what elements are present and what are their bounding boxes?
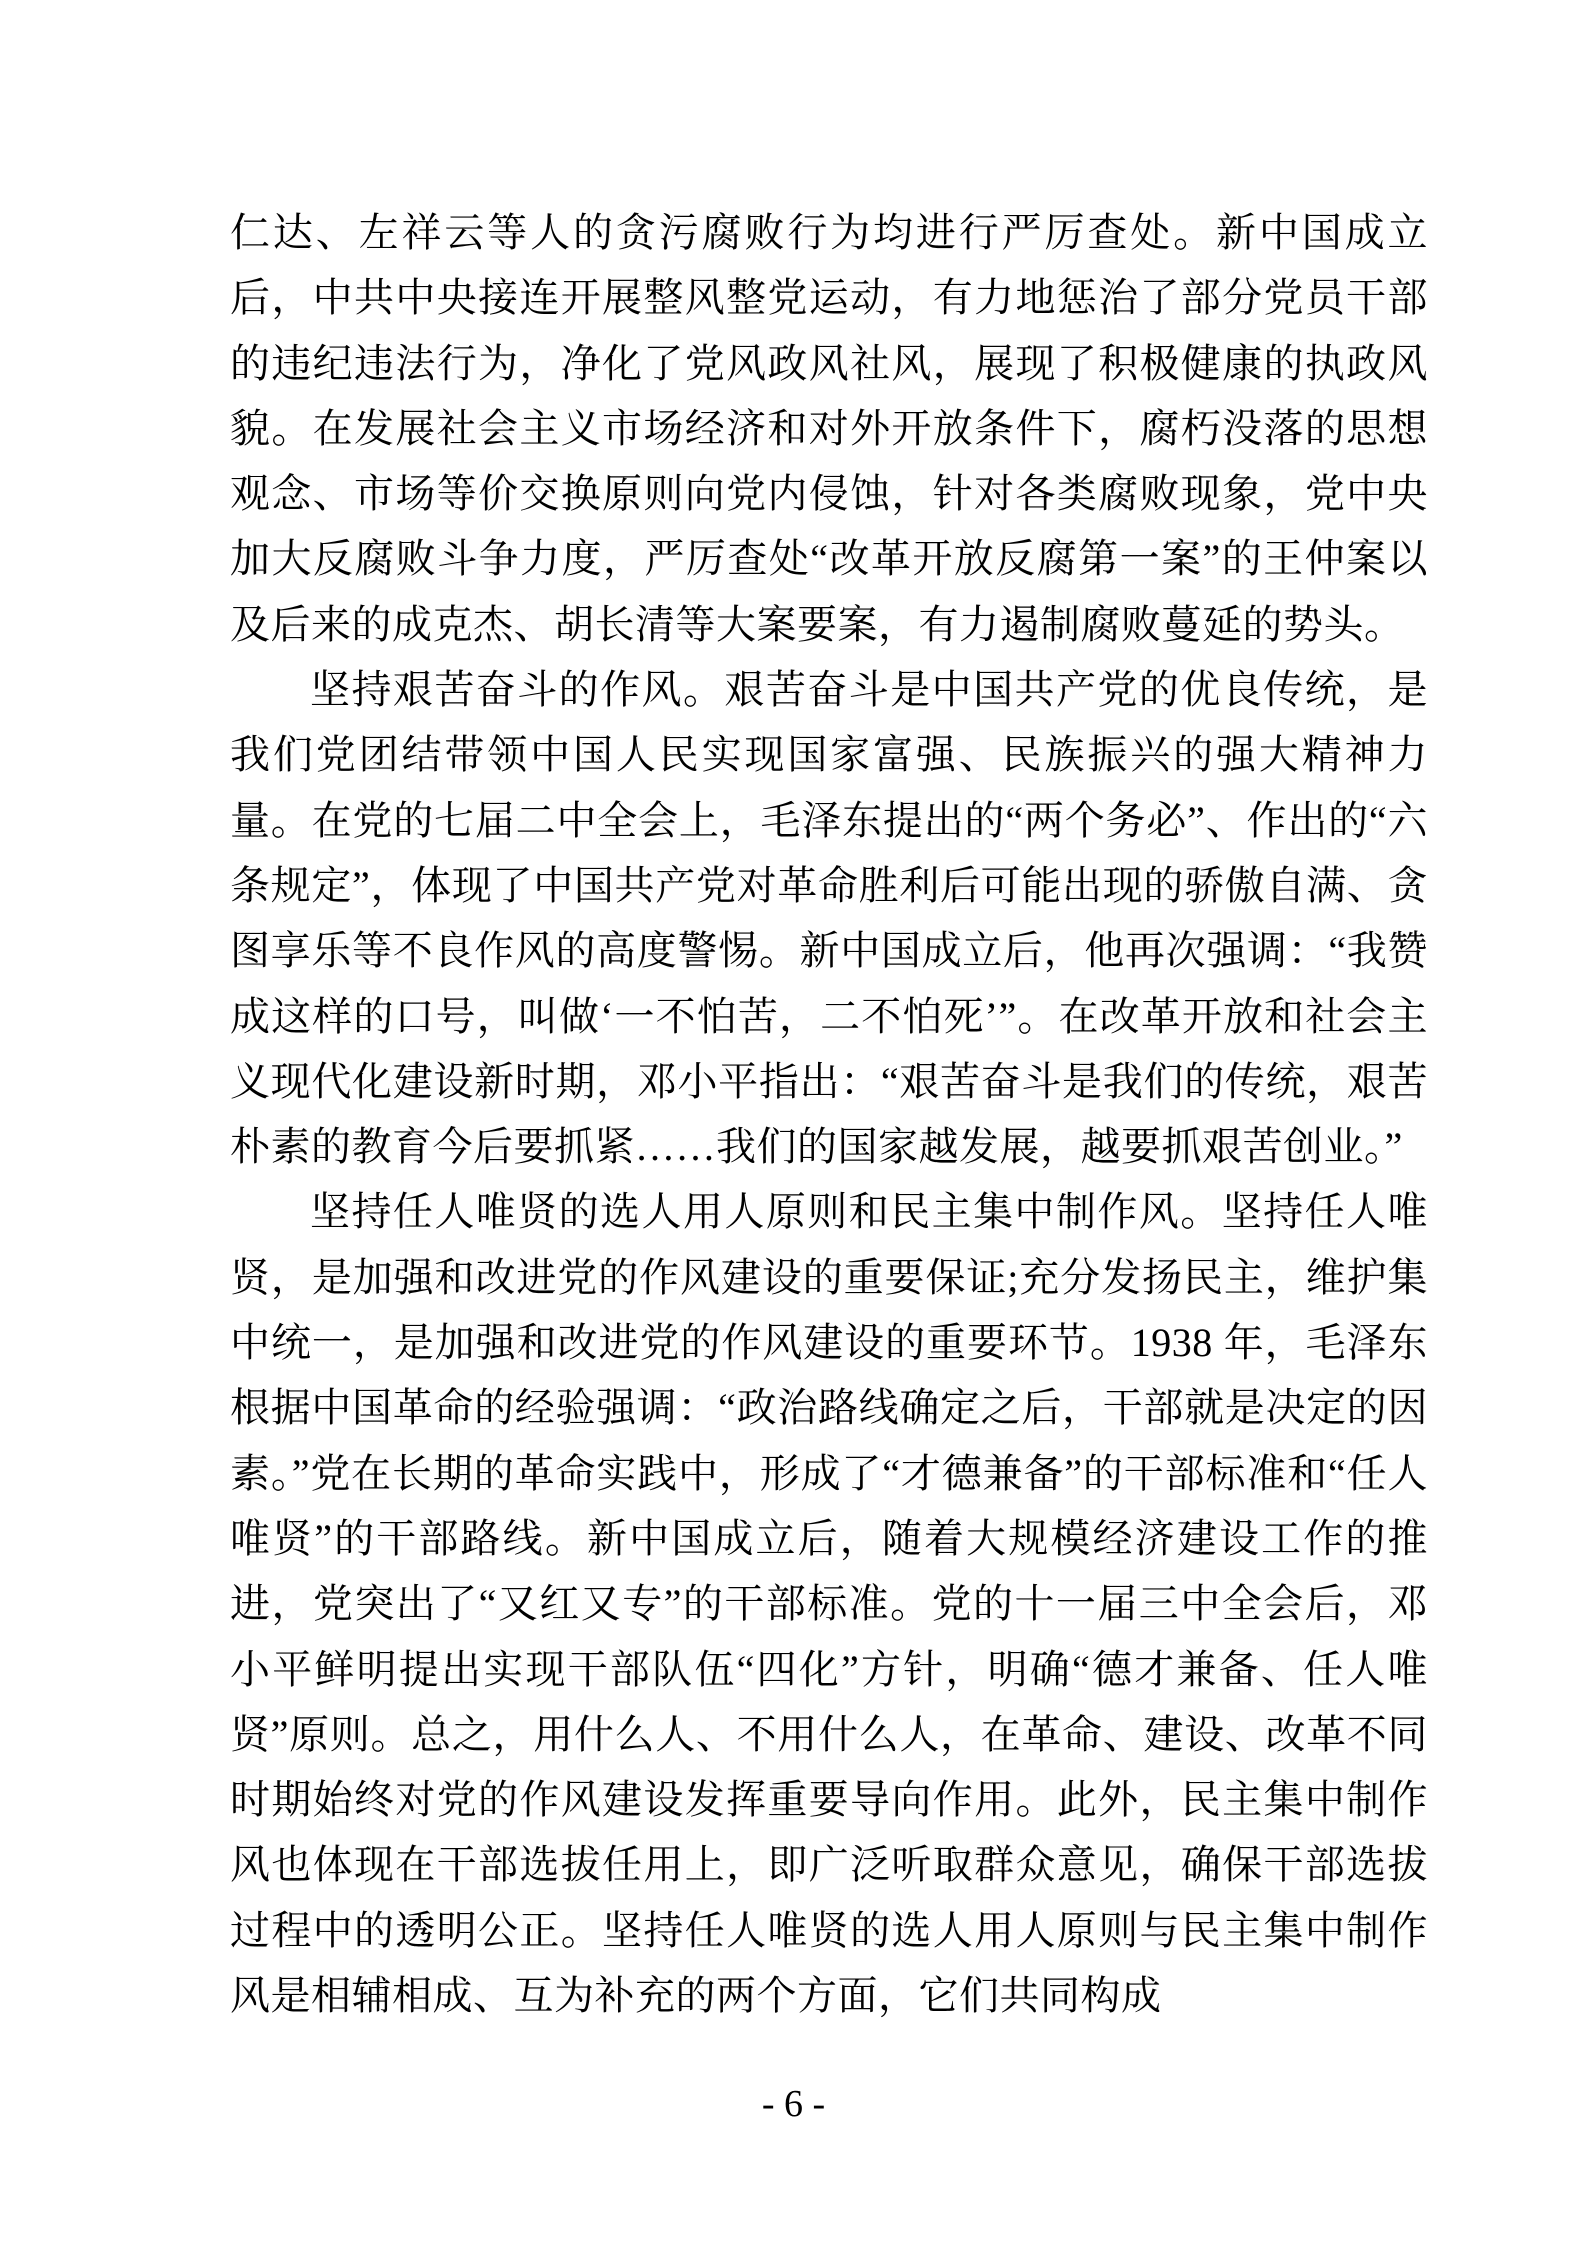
paragraph-continuation: 仁达、左祥云等人的贪污腐败行为均进行严厉查处。新中国成立后，中共中央接连开展整风整党运动，有力地惩治了部分党员干部的违纪违法行为，净化了党风政风社风，展现了积极健康的执政风貌。在发展社会主义市场经济和对外开放条件下，腐朽没落的思想观念、市场等价交换原则向党内侵蚀，针对各类腐败现象，党中央加大反腐败斗争力度，严厉查处“改革开放反腐第一案”的王仲案以及后来的成克杰、胡长清等大案要案，有力遏制腐败蔓延的势头。 bbox=[230, 210, 1428, 647]
paragraph-hard-work-style: 坚持艰苦奋斗的作风。艰苦奋斗是中国共产党的优良传统，是我们党团结带领中国人民实现国家富强、民族振兴的强大精神力量。在党的七届二中全会上，毛泽东提出的“两个务必”、作出的“六条规定”，体现了中国共产党对革命胜利后可能出现的骄傲自满、贪图享乐等不良作风的高度警惕。新中国成立后，他再次强调：“我赞成这样的口号，叫做‘一不怕苦，二不怕死’”。在改革开放和社会主义现代化建设新时期，邓小平指出：“艰苦奋斗是我们的传统，艰苦朴素的教育今后要抓紧……我们的国家越发展，越要抓艰苦创业。” bbox=[230, 667, 1428, 1170]
page-footer bbox=[0, 2082, 1587, 2126]
paragraph-meritocracy-principle: 坚持任人唯贤的选人用人原则和民主集中制作风。坚持任人唯贤，是加强和改进党的作风建设的重要保证;充分发扬民主，维护集中统一，是加强和改进党的作风建设的重要环节。1938 年，毛泽东根据中国革命的经验强调：“政治路线确定之后，干部就是决定的因素。”党在长期的革命实践中，形成了“才德兼备”的干部标准和“任人唯贤”的干部路线。新中国成立后，随着大规模经济建设工作的推进，党突出了“又红又专”的干部标准。党的十一届三中全会后，邓小平鲜明提出实现干部队伍“四化”方针，明确“德才兼备、任人唯贤”原则。总之，用什么人、不用什么人，在革命、建设、改革不同时期始终对党的作风建设发挥重要导向作用。此外，民主集中制作风也体现在干部选拔任用上，即广泛听取群众意见，确保干部选拔过程中的透明公正。坚持任人唯贤的选人用人原则与民主集中制作风是相辅相成、互为补充的两个方面，它们共同构成 bbox=[230, 1189, 1428, 2019]
document-body bbox=[230, 200, 1428, 2028]
page-number: - 6 - bbox=[761, 2083, 826, 2125]
